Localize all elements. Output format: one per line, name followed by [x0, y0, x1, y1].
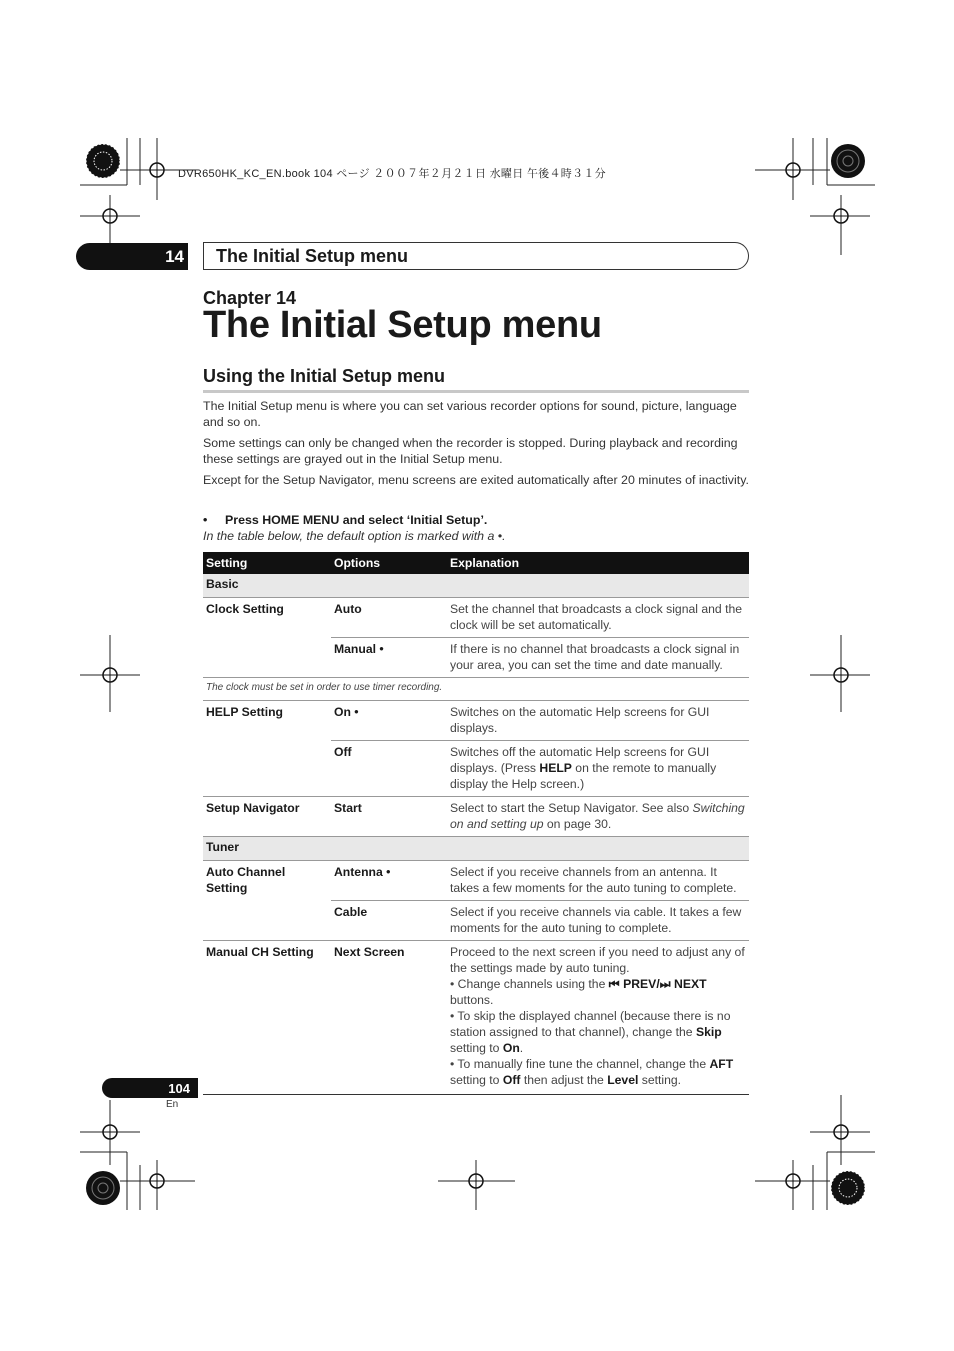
explanation-cable: Select if you receive channels via cable. It takes a few moments for the auto tuning to complete.: [447, 901, 749, 941]
table-row: [203, 598, 749, 638]
setting-clock: Clock Setting: [206, 602, 284, 616]
setting-manual-ch: Manual CH Setting: [206, 945, 314, 959]
option-cable: Cable: [331, 901, 447, 941]
option-off: Off: [331, 741, 447, 797]
setting-auto-channel: Auto Channel Setting: [203, 861, 331, 941]
table-row: [203, 941, 749, 1093]
clock-footnote-row: The clock must be set in order to use timer recording.: [203, 678, 749, 701]
header-explanation: Explanation: [447, 552, 749, 574]
option-start: Start: [334, 801, 362, 815]
explanation-off: Switches off the automatic Help screens for GUI displays. (Press HELP on the remote to manually display the Help screen.): [447, 741, 749, 797]
footer-rule: [203, 1094, 749, 1095]
setting-help: HELP Setting: [203, 701, 331, 797]
settings-table: [203, 552, 749, 1092]
explanation-next-screen: Proceed to the next screen if you need to adjust any of the settings made by auto tuning. • Change channels using the ⏮ PREV/⏭ NEXT buttons. • To skip the displayed channel (because there is no station assigned to that channel), change the Skip setting to On. • To manually fine tune the channel, change the AFT setting to Off then adjust the Level setting.: [450, 945, 745, 1087]
chapter-label: Chapter 14: [203, 288, 297, 308]
option-on: On •: [331, 701, 447, 741]
option-next-screen: Next Screen: [334, 945, 405, 959]
instruction-step: [203, 513, 487, 527]
option-auto: Auto: [331, 598, 447, 638]
option-antenna: Antenna •: [331, 861, 447, 901]
language-code: En: [166, 1099, 179, 1110]
option-manual: Manual •: [334, 642, 384, 656]
group-row-tuner: Tuner: [203, 837, 749, 861]
stopped-note-paragraph: Some settings can only be changed when the recorder is stopped. During playback and recording these settings are grayed out in the Initial Setup menu.: [203, 436, 738, 466]
explanation-manual: If there is no channel that broadcasts a clock signal in your area, you can set the time and date manually.: [450, 642, 740, 672]
table-default-note: In the table below, the default option is marked with a •.: [203, 529, 506, 543]
instruction-text: Press HOME MENU and select ‘Initial Setup’.: [225, 513, 488, 527]
running-header-title: The Initial Setup menu: [203, 242, 749, 270]
header-options: Options: [331, 552, 447, 574]
print-header: DVR650HK_KC_EN.book 104 ページ ２００７年２月２１日 水曜日 午後４時３１分: [178, 168, 606, 180]
bullet-marker: •: [203, 513, 208, 527]
page-title: The Initial Setup menu: [203, 304, 602, 346]
header-setting: Setting: [203, 552, 331, 574]
table-row: [203, 701, 749, 741]
table-row: [203, 797, 749, 837]
section-divider: [203, 390, 749, 393]
intro-paragraph: The Initial Setup menu is where you can set various recorder options for sound, picture, language and so on.: [203, 399, 737, 429]
table-header-row: [203, 552, 749, 574]
setting-navigator: Setup Navigator: [206, 801, 300, 815]
page-number-tab: 104: [102, 1078, 198, 1098]
section-title: Using the Initial Setup menu: [203, 366, 446, 386]
explanation-auto: Set the channel that broadcasts a clock signal and the clock will be set automatically.: [447, 598, 749, 638]
explanation-on: Switches on the automatic Help screens for GUI displays.: [447, 701, 749, 741]
group-row-basic: Basic: [203, 574, 749, 598]
timeout-paragraph: Except for the Setup Navigator, menu screens are exited automatically after 20 minutes of inactivity.: [203, 473, 749, 487]
explanation-start: Select to start the Setup Navigator. See also Switching on and setting up on page 30.: [450, 801, 745, 831]
explanation-antenna: Select if you receive channels from an antenna. It takes a few moments for the auto tuning to complete.: [447, 861, 749, 901]
table-row: [203, 861, 749, 901]
chapter-number-tab: 14: [76, 243, 188, 270]
